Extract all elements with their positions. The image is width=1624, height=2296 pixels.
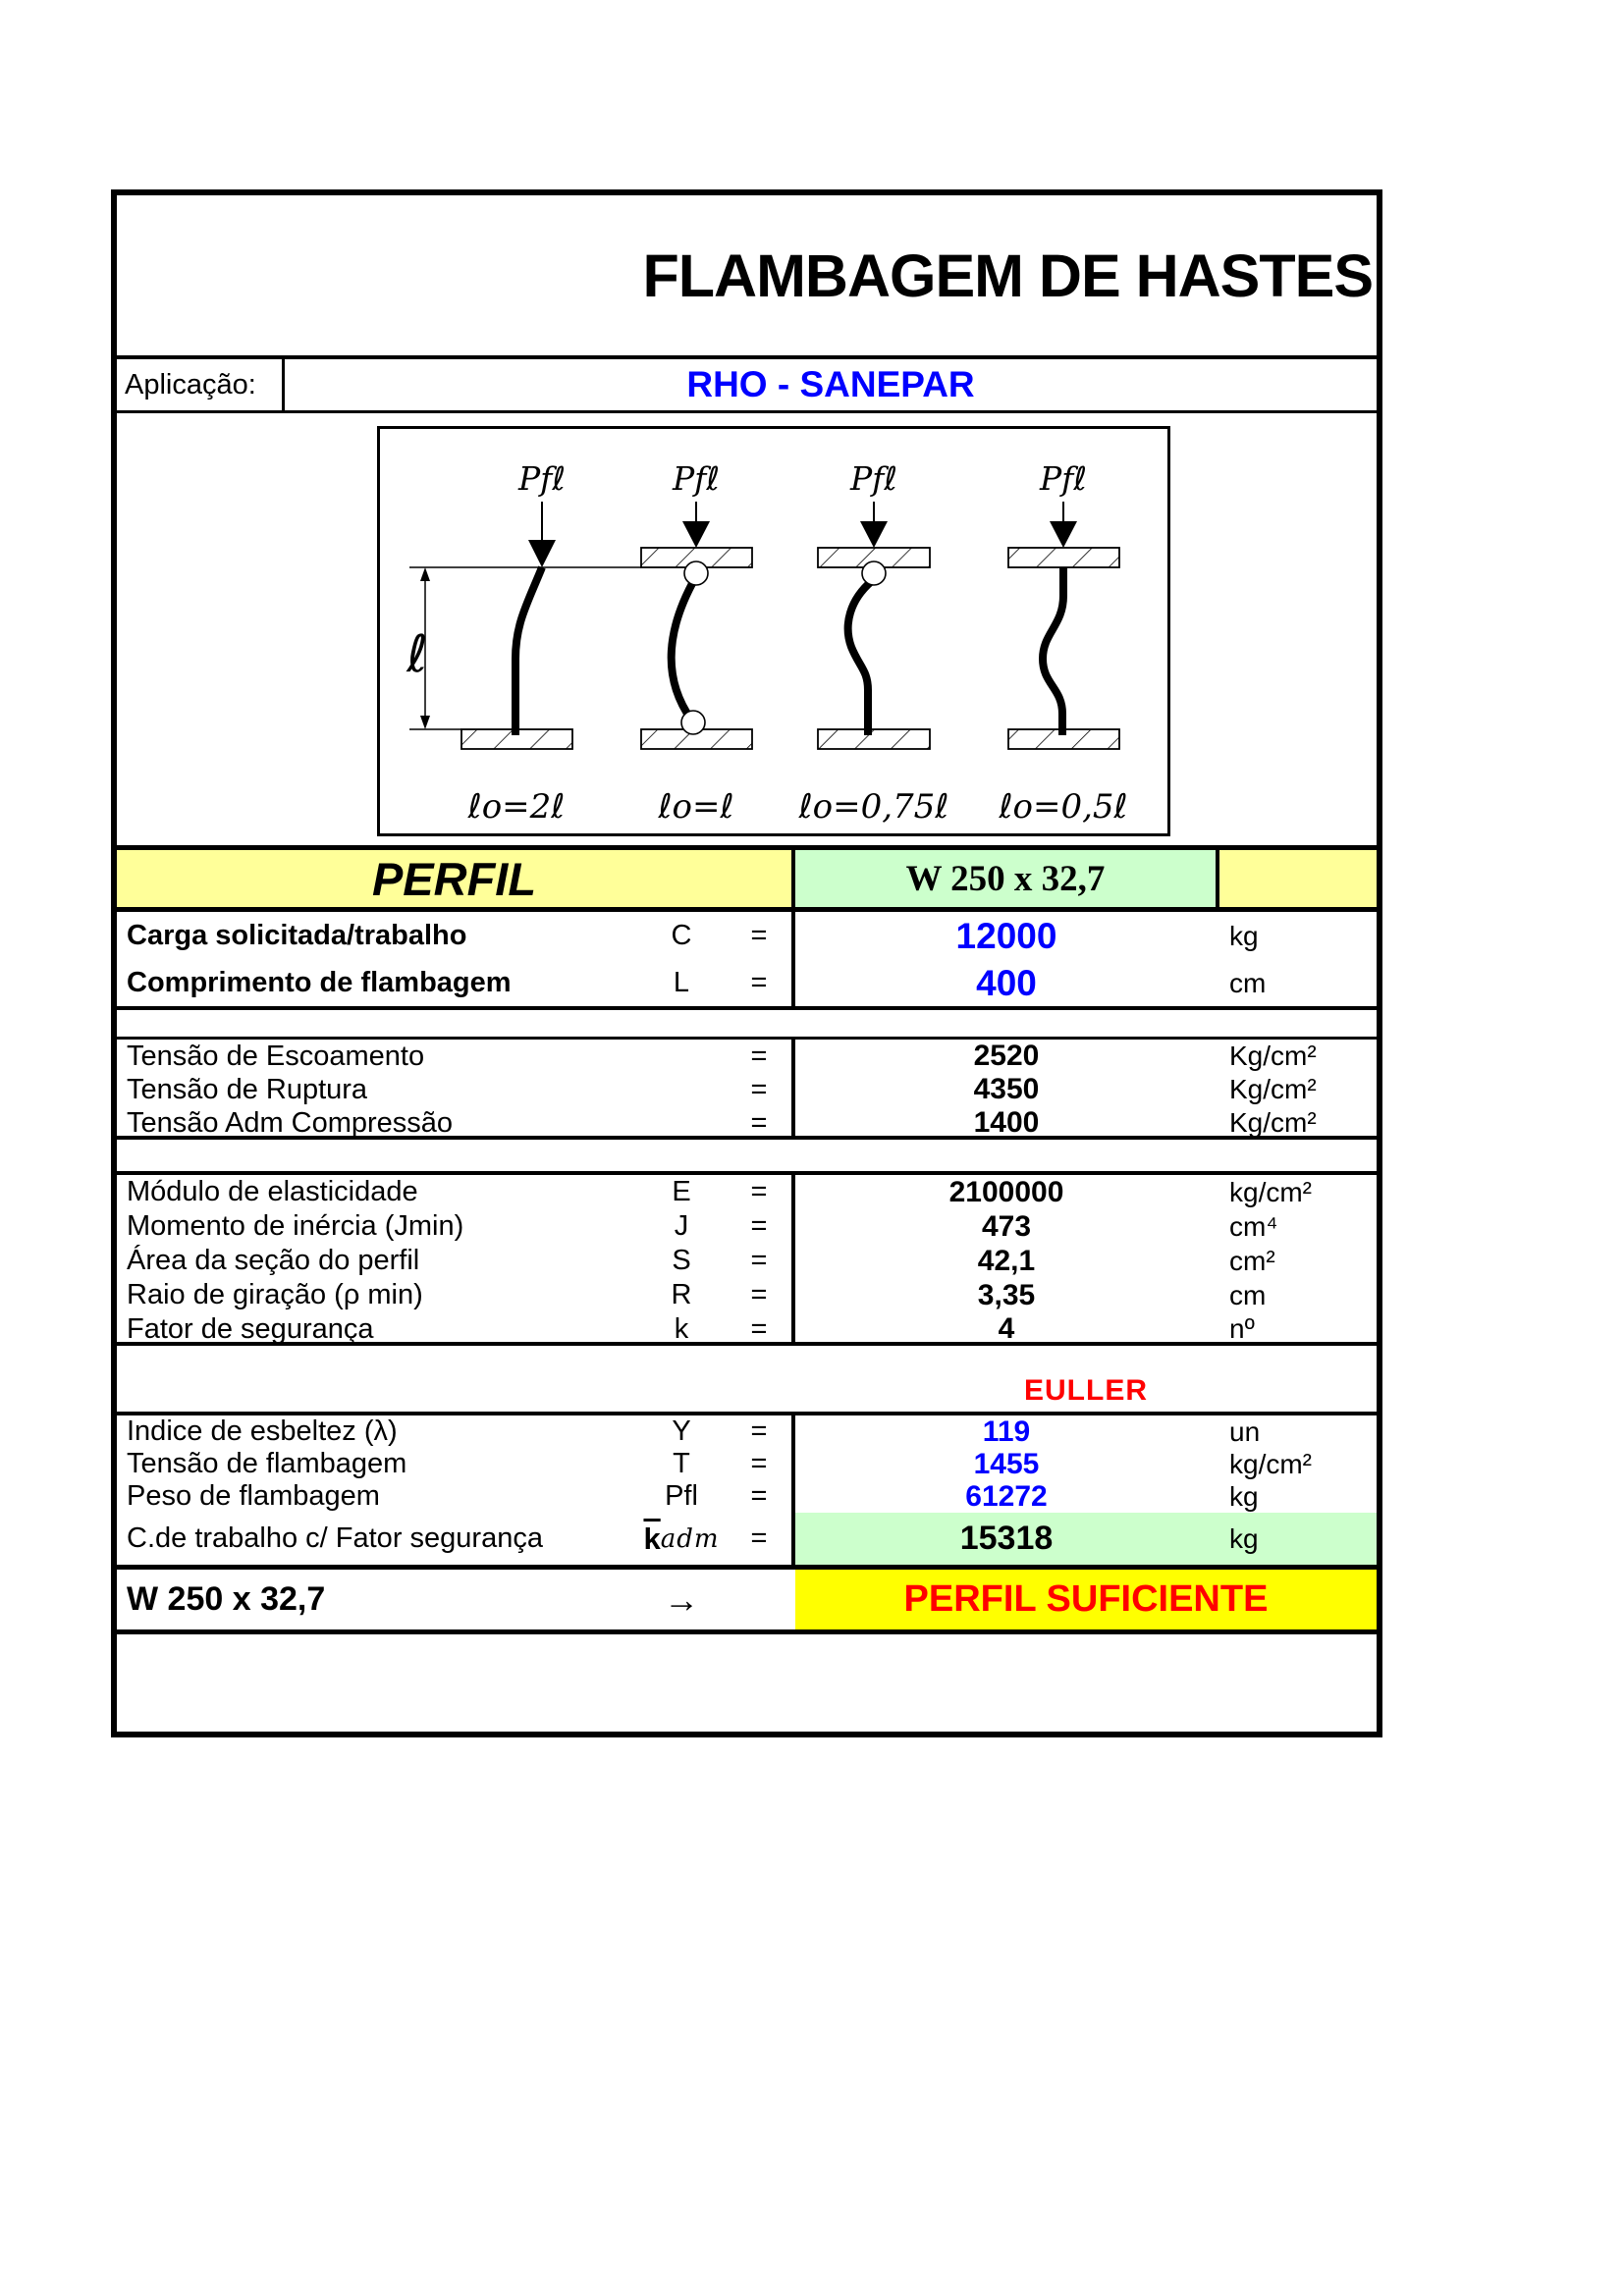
row-unit: kg: [1229, 1480, 1259, 1512]
case-label: ℓo=2ℓ: [467, 787, 566, 827]
equals-sign: =: [750, 1522, 768, 1554]
profile-name-cell: W 250 x 32,7: [795, 850, 1216, 907]
row-unit: nº: [1229, 1313, 1255, 1344]
row-unit: Kg/cm²: [1229, 1041, 1317, 1071]
buckled-columns: [515, 567, 1063, 735]
equals-sign: =: [750, 1106, 768, 1139]
method-label: EULLER: [1024, 1374, 1148, 1407]
equals-sign: =: [750, 1312, 768, 1345]
table-row: [117, 1040, 1377, 1073]
equals-sign: =: [750, 1415, 768, 1447]
perfil-header: PERFIL: [117, 850, 791, 907]
result-row: [117, 1570, 1377, 1634]
row-label: Momento de inércia (Jmin): [127, 1210, 464, 1242]
table-row: [117, 1448, 1377, 1480]
table-row: [117, 1278, 1377, 1312]
load-label: Pfℓ: [672, 459, 721, 498]
row-label: Fator de segurança: [127, 1312, 374, 1345]
row-unit: kg: [1229, 920, 1259, 951]
result-verdict: PERFIL SUFICIENTE: [795, 1570, 1377, 1629]
euller-results-block: [117, 1415, 1377, 1513]
row-label: Área da seção do perfil: [127, 1245, 420, 1276]
row-label: Tensão Adm Compressão: [127, 1106, 454, 1139]
row-label: Raio de giração (ρ min): [127, 1279, 423, 1310]
bottom-plates: [461, 729, 1119, 749]
row-unit: cm: [1229, 967, 1267, 998]
table-row: [117, 912, 1377, 960]
load-label: Pfℓ: [517, 459, 567, 498]
row-symbol: E: [672, 1176, 691, 1207]
row-value: 4350: [973, 1073, 1040, 1105]
row-value: 119: [982, 1415, 1031, 1448]
result-profile: W 250 x 32,7: [127, 1580, 326, 1618]
equals-sign: =: [750, 1448, 768, 1479]
capacity-row: [117, 1513, 1377, 1570]
row-symbol: R: [671, 1279, 692, 1310]
row-value: 2520: [973, 1040, 1040, 1072]
inputs-block: [117, 912, 1377, 1010]
row-symbol: L: [673, 967, 690, 998]
buckling-diagram: [377, 426, 1170, 836]
row-value: 2100000: [948, 1175, 1064, 1208]
row-unit: un: [1229, 1415, 1261, 1447]
row-symbol: k: [674, 1312, 689, 1345]
load-label: Pfℓ: [849, 459, 898, 498]
row-symbol: J: [674, 1210, 689, 1242]
application-value: RHO - SANEPAR: [686, 364, 975, 404]
case-label: ℓo=0,75ℓ: [798, 787, 949, 827]
table-row: [117, 1244, 1377, 1278]
perfil-header-row: [117, 850, 1377, 912]
table-row: [117, 1480, 1377, 1513]
row-label: C.de trabalho c/ Fator segurança: [127, 1522, 543, 1554]
spacer-row: [117, 1010, 1377, 1040]
row-label: Tensão de Escoamento: [127, 1040, 425, 1072]
kadm-symbol: [637, 1513, 726, 1565]
load-arrow: [528, 502, 1077, 567]
row-unit: kg/cm²: [1229, 1448, 1312, 1479]
table-row: [117, 1415, 1377, 1448]
row-label: Peso de flambagem: [127, 1480, 380, 1512]
case-label: ℓo=ℓ: [658, 787, 734, 827]
calculation-sheet: [111, 189, 1382, 1737]
load-label: Pfℓ: [1039, 459, 1088, 498]
dimension-lines: [409, 567, 641, 729]
page-title: FLAMBAGEM DE HASTES: [642, 241, 1373, 309]
row-label: Carga solicitada/trabalho: [127, 920, 467, 951]
row-symbol: Y: [672, 1415, 691, 1447]
application-row: [117, 359, 1377, 413]
equals-sign: =: [750, 1245, 768, 1276]
equals-sign: =: [750, 1176, 768, 1207]
properties-block: [117, 1175, 1377, 1346]
row-value: 15318: [959, 1520, 1054, 1557]
adm-subscript: adm: [660, 1523, 720, 1554]
equals-sign: =: [750, 1279, 768, 1310]
row-value: 3,35: [977, 1278, 1036, 1311]
application-label: Aplicação:: [117, 359, 285, 410]
equals-sign: =: [750, 1040, 768, 1072]
row-symbol: T: [673, 1448, 690, 1479]
row-label: Tensão de Ruptura: [127, 1073, 368, 1105]
table-row: [117, 960, 1377, 1006]
length-label: ℓ: [406, 625, 428, 684]
row-label: Indice de esbeltez (λ): [127, 1415, 398, 1447]
case-label: ℓo=0,5ℓ: [999, 787, 1128, 827]
row-label: Comprimento de flambagem: [127, 967, 512, 998]
row-unit: Kg/cm²: [1229, 1107, 1317, 1138]
row-value: 400: [976, 962, 1037, 1003]
k-symbol: $\overline{k}$: [643, 1521, 661, 1556]
title-row: [117, 195, 1377, 359]
row-value: 4: [998, 1312, 1015, 1345]
equals-sign: =: [750, 1480, 768, 1512]
equals-sign: =: [750, 967, 768, 998]
row-label: Tensão de flambagem: [127, 1448, 407, 1479]
row-value: 61272: [965, 1479, 1048, 1513]
table-row: [117, 1312, 1377, 1346]
table-row: [117, 1209, 1377, 1244]
row-unit: kg: [1229, 1522, 1259, 1554]
row-value: 12000: [955, 915, 1057, 956]
table-row: [117, 1175, 1377, 1209]
row-symbol: Pfl: [665, 1480, 698, 1512]
row-unit: cm²: [1229, 1245, 1275, 1276]
diagram-region: [117, 413, 1377, 850]
table-row: [117, 1073, 1377, 1106]
row-value: 1400: [973, 1106, 1040, 1139]
method-row: [117, 1346, 1377, 1415]
row-unit: cm⁴: [1229, 1210, 1278, 1242]
stresses-block: [117, 1040, 1377, 1140]
row-unit: Kg/cm²: [1229, 1074, 1317, 1104]
equals-sign: =: [750, 920, 768, 951]
row-label: Módulo de elasticidade: [127, 1176, 418, 1207]
row-value: 473: [981, 1209, 1032, 1243]
row-symbol: C: [671, 920, 692, 951]
row-value: 42,1: [977, 1244, 1036, 1277]
equals-sign: =: [750, 1073, 768, 1105]
spacer-row: [117, 1140, 1377, 1175]
empty-row: [117, 1634, 1377, 1732]
row-value: 1455: [973, 1447, 1040, 1480]
row-unit: cm: [1229, 1279, 1267, 1310]
perfil-header-spacer: [1219, 850, 1377, 907]
equals-sign: =: [750, 1210, 768, 1242]
row-symbol: S: [672, 1245, 691, 1276]
right-arrow-icon: →: [664, 1578, 699, 1620]
table-row: [117, 1106, 1377, 1140]
row-unit: kg/cm²: [1229, 1176, 1312, 1207]
